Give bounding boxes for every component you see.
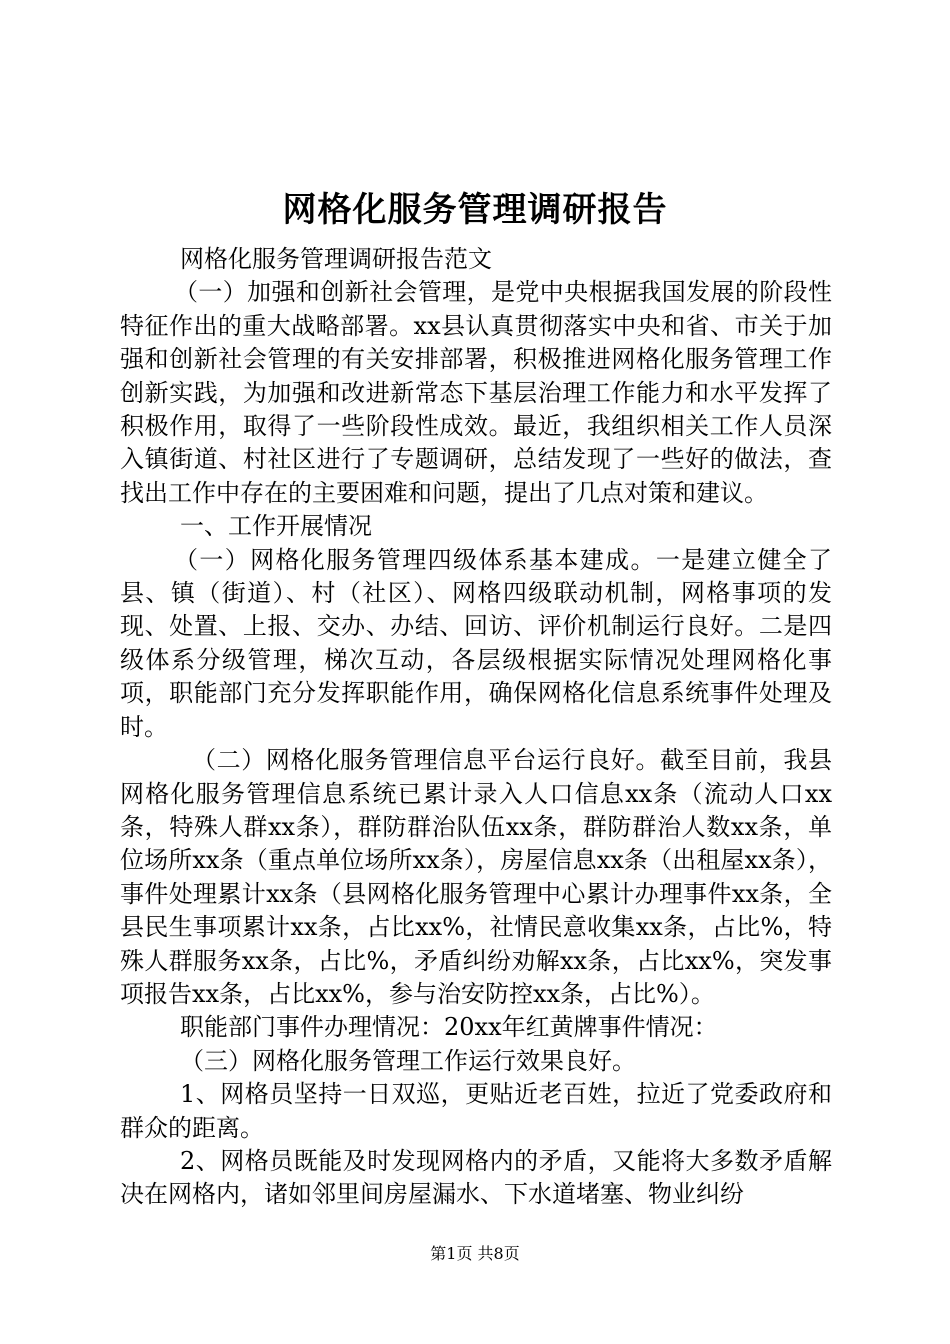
section-heading: 一、工作开展情况	[180, 512, 372, 541]
page-footer: 第1页 共8页	[430, 1244, 520, 1263]
list-item-1: 1、网格员坚持一日双巡，更贴近老百姓，拉近了党委政府和群众的距离。	[120, 1080, 832, 1142]
section-paragraph-4: （三）网格化服务管理工作运行效果良好。	[180, 1046, 636, 1075]
subtitle-paragraph: 网格化服务管理调研报告范文	[180, 245, 492, 273]
document-body	[120, 243, 832, 1212]
list-item-2: 2、网格员既能及时发现网格内的矛盾，又能将大多数矛盾解决在网格内，诸如邻里间房屋漏水、下水道堵塞、物业纠纷	[120, 1146, 832, 1209]
section-paragraph-2: （二）网格化服务管理信息平台运行良好。截至目前，我县网格化服务管理信息系统已累计录入人口信息xx条（流动人口xx条，特殊人群xx条），群防群治队伍xx条，群防群治人数xx条，单位场所xx条（重点单位场所xx条），房屋信息xx条（出租屋xx条），事件处理累计xx条（县网格化服务管理中心累计办理事件xx条，全县民生事项累计xx条，占比xx%，社情民意收集xx条，占比%，特殊人群服务xx条，占比%，矛盾纠纷劝解xx条，占比xx%，突发事项报告xx条，占比xx%，参与治安防控xx条，占比%）。	[120, 746, 832, 1008]
intro-paragraph: （一）加强和创新社会管理，是党中央根据我国发展的阶段性特征作出的重大战略部署。xx县认真贯彻落实中央和省、市关于加强和创新社会管理的有关安排部署，积极推进网格化服务管理工作创新实践，为加强和改进新常态下基层治理工作能力和水平发挥了积极作用，取得了一些阶段性成效。最近，我组织相关工作人员深入镇街道、村社区进行了专题调研，总结发现了一些好的做法，查找出工作中存在的主要困难和问题，提出了几点对策和建议。	[120, 278, 832, 507]
document-title: 网格化服务管理调研报告	[282, 190, 668, 230]
section-paragraph-3: 职能部门事件办理情况：20xx年红黄牌事件情况：	[180, 1013, 718, 1042]
section-paragraph-1: （一）网格化服务管理四级体系基本建成。一是建立健全了县、镇（街道）、村（社区）、网格四级联动机制，网格事项的发现、处置、上报、交办、办结、回访、评价机制运行良好。二是四级体系分级管理，梯次互动，各层级根据实际情况处理网格化事项，职能部门充分发挥职能作用，确保网格化信息系统事件处理及时。	[120, 545, 832, 741]
